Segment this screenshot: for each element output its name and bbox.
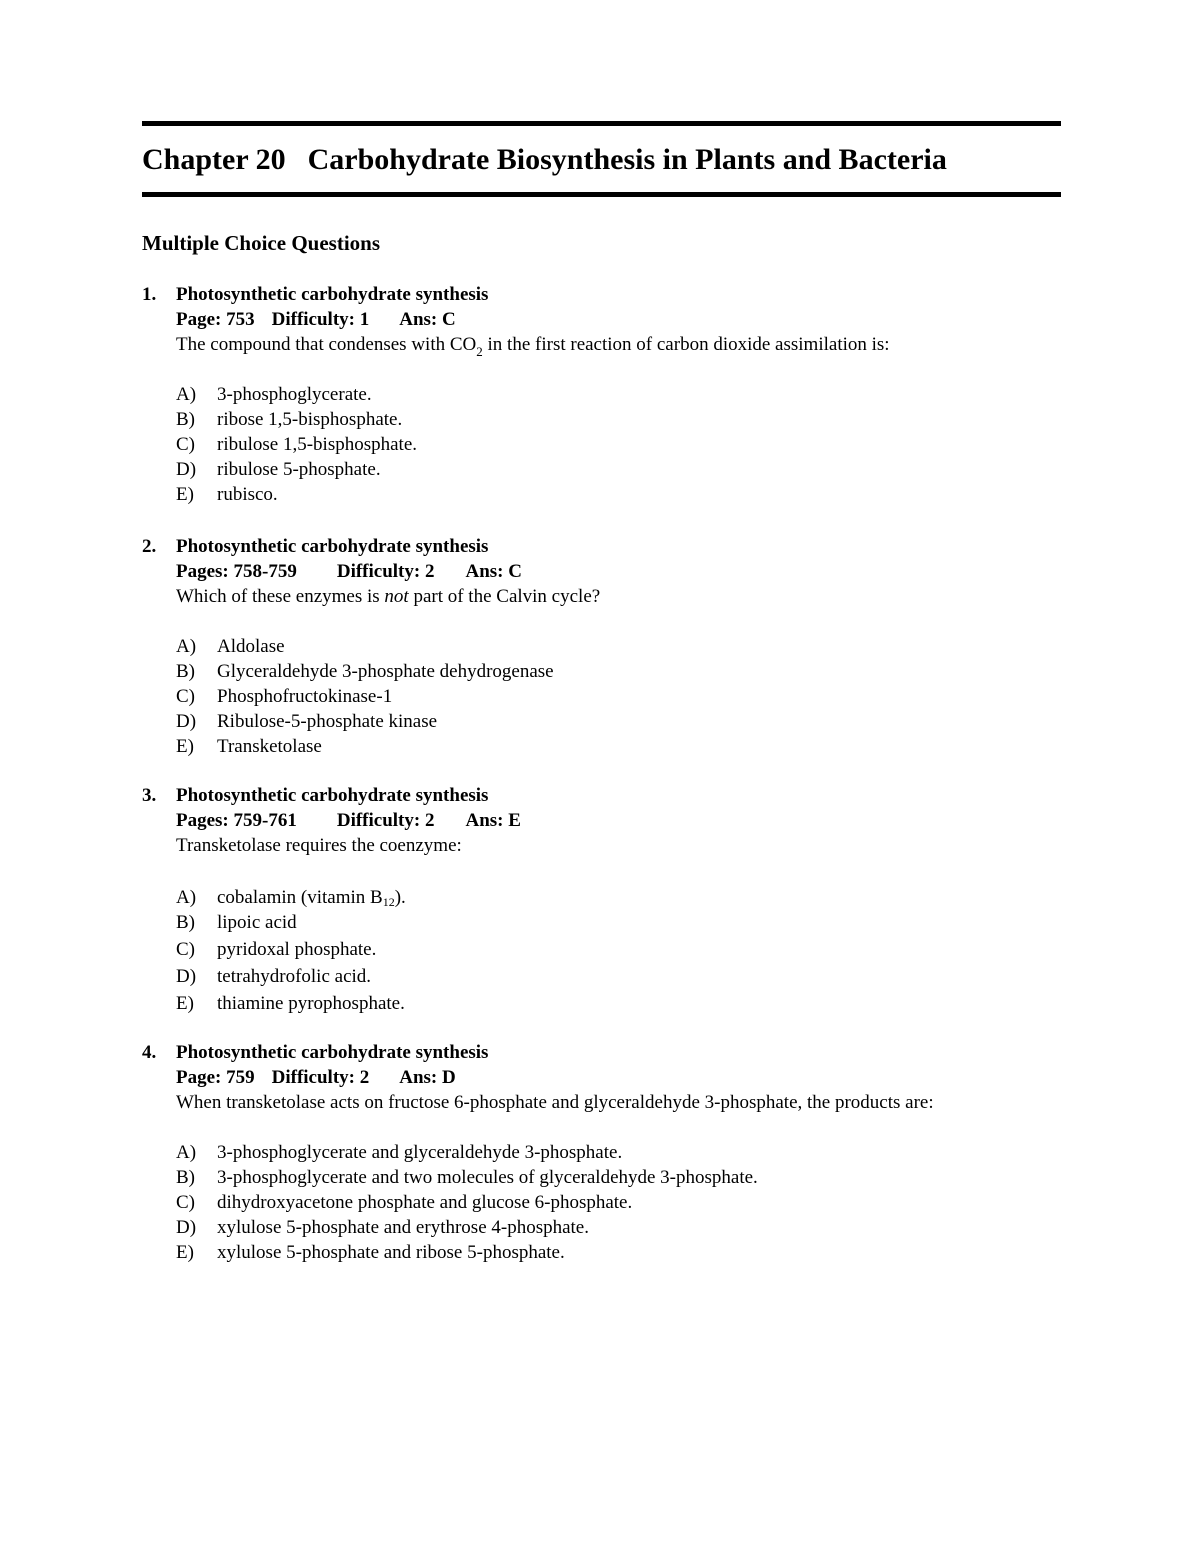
question-topic: Photosynthetic carbohydrate synthesis [176,1042,489,1063]
question-4 [142,1040,1062,1265]
option-text: 3-phosphoglycerate. [217,384,372,405]
question-number: 2. [142,536,157,557]
option-letter: E) [176,484,194,505]
option-e [142,734,1062,759]
question-meta [176,808,521,833]
option-letter: D) [176,1217,197,1238]
option-letter: E) [176,993,194,1014]
stem-text-before: Which of these enzymes is [176,586,385,607]
option-e [142,991,1062,1016]
question-page: Page: 759 [176,1067,255,1088]
option-text: 3-phosphoglycerate and two molecules of glyceraldehyde 3-phosphate. [217,1167,758,1188]
question-topic: Photosynthetic carbohydrate synthesis [176,536,489,557]
question-number: 4. [142,1042,157,1063]
option-letter: C) [176,1192,195,1213]
question-answer: Ans: C [465,561,522,582]
option-letter: D) [176,459,197,480]
option-text: Ribulose-5-phosphate kinase [217,711,438,732]
option-text: rubisco. [217,484,278,505]
option-letter: E) [176,736,194,757]
option-d [142,1215,1062,1240]
option-b [142,910,1062,937]
option-letter: B) [176,912,195,933]
question-meta [176,1065,456,1090]
option-letter: B) [176,1167,195,1188]
section-heading: Multiple Choice Questions [142,231,381,255]
question-3 [142,783,1062,1016]
option-letter: B) [176,409,195,430]
title-rule-top [142,121,1061,126]
chapter-label: Chapter 20 [142,143,286,176]
question-meta [176,307,456,332]
question-page: Pages: 758-759 [176,561,297,582]
option-letter: E) [176,1242,194,1263]
option-c [142,1190,1062,1215]
question-stem: When transketolase acts on fructose 6-phosphate and glyceraldehyde 3-phosphate, the products are: [176,1092,934,1113]
option-d [142,709,1062,734]
option-letter: C) [176,434,195,455]
option-a [142,883,1062,910]
question-stem [176,584,600,609]
question-difficulty: Difficulty: 1 [271,309,370,330]
option-text: pyridoxal phosphate. [217,939,377,960]
option-letter: A) [176,887,197,908]
question-difficulty: Difficulty: 2 [271,1067,370,1088]
question-stem [176,332,890,357]
option-letter: C) [176,939,195,960]
option-text: 3-phosphoglycerate and glyceraldehyde 3-phosphate. [217,1142,623,1163]
option-letter: D) [176,711,197,732]
stem-text-after: part of the Calvin cycle? [408,586,601,607]
option-letter: A) [176,384,197,405]
option-letter: C) [176,686,195,707]
option-text: tetrahydrofolic acid. [217,966,372,987]
option-text: ribulose 5-phosphate. [217,459,381,480]
option-a [142,634,1062,659]
stem-subscript: 2 [476,344,483,359]
chapter-name: Carbohydrate Biosynthesis in Plants and Bacteria [307,143,947,176]
option-b [142,407,1062,432]
option-text: Aldolase [217,636,285,657]
title-rule-bottom [142,192,1061,197]
option-text: dihydroxyacetone phosphate and glucose 6-phosphate. [217,1192,633,1213]
question-stem: Transketolase requires the coenzyme: [176,835,462,856]
stem-emphasis: not [384,586,409,607]
option-text: xylulose 5-phosphate and ribose 5-phosphate. [217,1242,565,1263]
option-letter: A) [176,636,197,657]
option-subscript: 12 [382,895,395,909]
option-text-before: cobalamin (vitamin B [217,887,383,908]
option-text: ribulose 1,5-bisphosphate. [217,434,418,455]
option-e [142,1240,1062,1265]
option-d [142,964,1062,991]
option-text: lipoic acid [217,912,297,933]
option-b [142,1165,1062,1190]
option-text: Phosphofructokinase-1 [217,686,393,707]
question-difficulty: Difficulty: 2 [336,810,435,831]
option-a [142,382,1062,407]
option-letter: A) [176,1142,197,1163]
option-text [217,885,406,910]
option-d [142,457,1062,482]
option-text: ribose 1,5-bisphosphate. [217,409,403,430]
question-2 [142,534,1062,759]
option-letter: D) [176,966,197,987]
question-answer: Ans: D [399,1067,456,1088]
option-c [142,684,1062,709]
question-page: Pages: 759-761 [176,810,297,831]
option-text: Transketolase [217,736,322,757]
question-answer: Ans: E [465,810,521,831]
option-a [142,1140,1062,1165]
question-page: Page: 753 [176,309,255,330]
chapter-title [142,140,947,180]
question-number: 1. [142,284,157,305]
option-letter: B) [176,661,195,682]
option-e [142,482,1062,507]
option-text-after: ). [394,887,406,908]
question-1 [142,282,1062,507]
question-topic: Photosynthetic carbohydrate synthesis [176,284,489,305]
stem-text-after: in the first reaction of carbon dioxide assimilation is: [482,334,890,355]
stem-text-before: The compound that condenses with CO [176,334,477,355]
question-difficulty: Difficulty: 2 [336,561,435,582]
option-b [142,659,1062,684]
option-c [142,432,1062,457]
question-meta [176,559,522,584]
question-topic: Photosynthetic carbohydrate synthesis [176,785,489,806]
question-number: 3. [142,785,157,806]
option-text: Glyceraldehyde 3-phosphate dehydrogenase [217,661,554,682]
option-c [142,937,1062,964]
question-answer: Ans: C [399,309,456,330]
option-text: xylulose 5-phosphate and erythrose 4-phosphate. [217,1217,589,1238]
option-text: thiamine pyrophosphate. [217,993,405,1014]
